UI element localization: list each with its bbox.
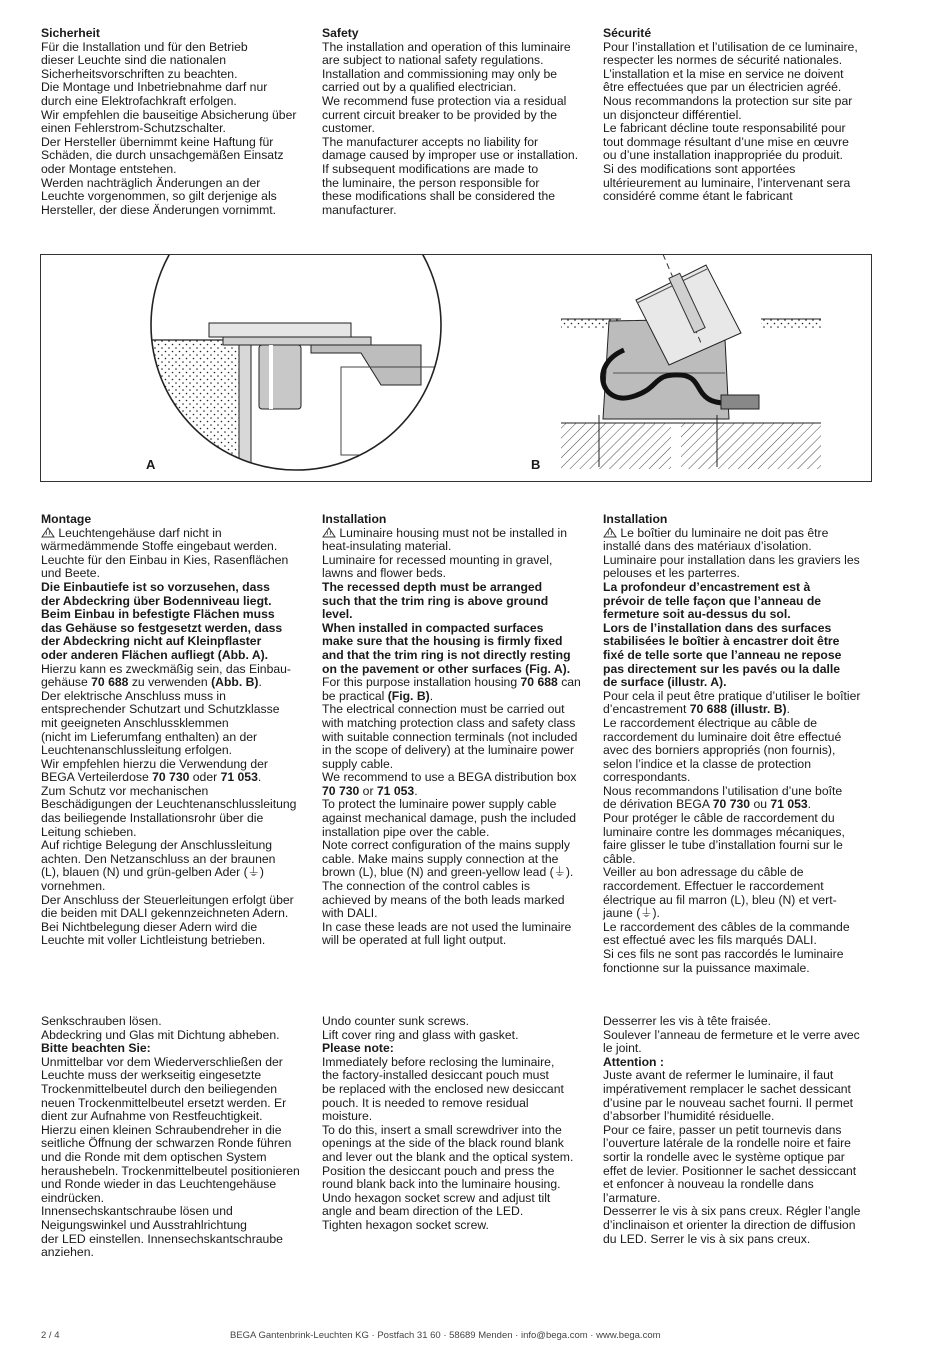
detail-b-drawing: [561, 255, 821, 469]
paragraph: Pour protéger le câble de raccordement du luminaire contre les dommages mécaniques, faire glisser le tube d’installation fourni sur le câble. Veiller au bon adressage du câble de raccordement. Effectuer le raccordement électrique au fil marron (L), bleu (N) et vert- jaune (⏚). Le raccordement des câbles de la commande est effectué avec les fils marqués DALI. Si ces fils ne sont pas raccordés le luminaire fonctionne sur la puissance maximale.: [603, 811, 850, 975]
paragraph: Undo counter sunk screws. Lift cover ring and glass with gasket.: [322, 1014, 519, 1042]
paragraph: The recessed depth must be arranged such that the trim ring is above ground level. When installed in compacted surfaces make sure that the housing is firmly fixed and that the trim ring is not directly resting on the pavement or other surfaces (Fig. A).: [322, 579, 571, 676]
paragraph: Pour cela il peut être pratique d’utiliser le boîtier d’encastrement 70 688 (illustr. B).: [603, 688, 861, 717]
detail-a-drawing: [141, 323, 441, 480]
subheading: Attention :: [603, 1054, 664, 1069]
paragraph: Pour l’installation et l’utilisation de ce luminaire, respecter les normes de sécurité nationales. L’installation et la mise en service ne doivent être effectuées que par un électricien agréé. Nous recommandons la protection sur site par un disjoncteur différentiel. Le fabricant décline toute responsabilité pour tout dommage résultant d’une mise en œuvre ou d’une installation inappropriée du produit. Si des modifications sont apportées ultérieurement au luminaire, l’intervenant sera considéré comme étant le fabricant: [603, 39, 858, 204]
paragraph: The electrical connection must be carried out with matching protection class and safety class with suitable connection terminals (not included in the scope of delivery) at the luminaire power supply cable. We recommend to use a BEGA distribution box 70 730 or 71 053.: [322, 702, 578, 798]
warning-heat-icon: [41, 527, 55, 538]
heading: Installation: [603, 512, 668, 526]
product-code: 70 730: [712, 797, 751, 812]
paragraph: Die Einbautiefe ist so vorzusehen, dass der Abdeckring über Bodenniveau liegt. Beim Einbau in befestigte Flächen muss das Gehäuse so festgesetzt werden, dass der Abdeckring nicht auf Kleinpflaster oder anderen Flächen aufliegt (Abb. A).: [41, 579, 283, 662]
figure-label-a: A: [146, 457, 156, 472]
subheading: Bitte beachten Sie:: [41, 1041, 151, 1056]
installation-en: [322, 513, 592, 948]
paragraph: Le raccordement électrique au câble de raccordement du luminaire doit être effectué avec des borniers appropriés (non fournis), selon l’indice et la classe de protection correspondants. Nous recommandons l’utilisation d’une boîte de dérivation BEGA 70 730 ou 71 053.: [603, 715, 843, 812]
heading: Montage: [41, 512, 92, 526]
heading: Installation: [322, 512, 387, 526]
product-code: 71 053: [220, 770, 258, 785]
product-code: 70 730: [322, 783, 360, 798]
paragraph: Juste avant de refermer le luminaire, il faut impérativement remplacer le sachet dessicant d’usine par le nouveau sachet fourni. Il permet d’absorber l’humidité résiduelle. Pour ce faire, passer un petit tournevis dans l’ouverture latérale de la rondelle noire et faire sortir la rondelle avec le système optique par effet de levier. Positionner le sachet dessiccant et enfoncer à nouveau la rondelle dans l’armature. Desserrer le vis à six pans creux. Régler l’angle d’inclinaison et orienter la direction de diffusion du LED. Serrer le vis à six pans creux.: [603, 1068, 861, 1246]
paragraph: La profondeur d’encastrement est à prévoir de telle façon que l’anneau de fermeture soit au-dessus du sol. Lors de l’installation dans des surfaces stabilisées le boîtier à encastrer doit être fixé de telle sorte que l’anneau ne repose pas directement sur les pavés ou la dalle de surface (illustr. A).: [603, 579, 842, 690]
warning-text: Leuchtengehäuse darf nicht in wärmedämmende Stoffe eingebaut werden. Leuchte für den Einbau in Kies, Rasenflächen und Beete.: [41, 525, 289, 581]
maintenance-de: [41, 1015, 311, 1260]
paragraph: The installation and operation of this luminaire are subject to national safety regulations. Installation and commissioning may only be carried out by a qualified electrician. We recommend fuse protection via a residual current circuit breaker to be provided by the customer. The manufacturer accepts no liability for damage caused by improper use or installation. If subsequent modifications are made to the luminaire, the person responsible for these modifications shall be considered the manufacturer.: [322, 39, 579, 217]
warning-heat-icon: [322, 527, 336, 538]
safety-de: [41, 27, 311, 217]
product-code: 70 730: [152, 770, 190, 785]
text: or: [362, 783, 374, 798]
paragraph: Unmittelbar vor dem Wiederverschließen der Leuchte muss der werkseitig eingesetzte Trockenmittelbeutel durch den beiliegenden neuen Trockenmittelbeutel ersetzt werden. Er dient zur Aufnahme von Restfeuchtigkeit. Hierzu einen kleinen Schraubendreher in die seitliche Öffnung der schwarzen Ronde führen und die Ronde mit dem optischen System heraushebeln. Trockenmittelbeutel positionieren und Ronde wieder in das Leuchtengehäuse eindrücken. Innensechskantschraube lösen und Neigungswinkel und Ausstrahlrichtung der LED einstellen. Innensechskantschraube anziehen.: [41, 1054, 300, 1260]
paragraph: Immediately before reclosing the luminaire, the factory-installed desiccant pouch must be replaced with the enclosed new desiccant pouch. It is needed to remove residual moisture. To do this, insert a small screwdriver into the openings at the side of the black round blank and lever out the blank and the optical system. Position the desiccant pouch and press the round blank back into the luminaire housing. Undo hexagon socket screw and adjust tilt angle and beam direction of the LED. Tighten hexagon socket screw.: [322, 1054, 574, 1232]
text: Hierzu kann es zweckmäßig sein, das Einbau- gehäuse: [41, 661, 291, 690]
warning-text: Luminaire housing must not be installed in heat-insulating material. Luminaire for recessed mounting in gravel, lawns and flower beds.: [322, 525, 568, 581]
heading: Safety: [322, 26, 359, 40]
text: Pour cela il peut être pratique d’utiliser le boîtier d’encastrement: [603, 688, 861, 717]
text: ou: [753, 797, 767, 812]
paragraph: For this purpose installation housing 70 688 can be practical (Fig. B).: [322, 675, 581, 703]
paragraph: [41, 527, 311, 581]
paragraph: Desserrer les vis à tête fraisée. Soulever l’anneau de fermeture et le verre avec le joint.: [603, 1014, 860, 1056]
warning-heat-icon: [603, 527, 617, 538]
heading: Sicherheit: [41, 26, 100, 40]
paragraph: To protect the luminaire power supply cable against mechanical damage, push the included installation pipe over the cable. Note correct configuration of the mains supply cable. Make mains supply connection at the brown (L), blue (N) and green-yellow lead (⏚). The connection of the control cables is achieved by means of the both leads marked with DALI. In case these leads are not used the luminaire will be operated at full light output.: [322, 797, 577, 948]
paragraph: [322, 527, 592, 581]
company-footer: BEGA Gantenbrink-Leuchten KG · Postfach 31 60 · 58689 Menden · info@bega.com · www.bega.com: [230, 1330, 661, 1341]
text: For this purpose installation housing: [322, 675, 518, 690]
product-code: 71 053: [376, 783, 415, 798]
heading: Sécurité: [603, 26, 652, 40]
text: The electrical connection must be carried out with matching protection class and safety class with suitable connection terminals (not included in the scope of delivery) at the luminaire power supply cable. We recommend to use a BEGA distribution box: [322, 702, 578, 785]
subheading: Please note:: [322, 1041, 394, 1056]
installation-drawing: [41, 255, 871, 481]
figure-ref: (Fig. B): [387, 688, 430, 703]
figure-ref: (illustr. B): [730, 702, 787, 717]
paragraph: Der elektrische Anschluss muss in entsprechender Schutzart und Schutzklasse mit geeigneten Anschlussklemmen (nicht im Lieferumfang enthalten) an der Leuchtenanschlussleitung erfolgen. Wir empfehlen hierzu die Verwendung der BEGA Verteilerdose 70 730 oder 71 053.: [41, 688, 280, 785]
figure-label-b: B: [531, 457, 541, 472]
text: Le raccordement électrique au câble de raccordement du luminaire doit être effectué avec des borniers appropriés (non fournis), selon l’indice et la classe de protection correspondants. Nous recommandons l’utilisation d’une boîte de dérivation BEGA: [603, 715, 843, 812]
maintenance-en: [322, 1015, 592, 1233]
text: Der elektrische Anschluss muss in entsprechender Schutzart und Schutzklasse mit geeigneten Anschlussklemmen (nicht im Lieferumfang enthalten) an der Leuchtenanschlussleitung erfolgen. Wir empfehlen hierzu die Verwendung der BEGA Verteilerdose: [41, 688, 280, 785]
paragraph: Zum Schutz vor mechanischen Beschädigungen der Leuchtenanschlussleitung das beiliegende Installationsrohr über die Leitung schieben. Auf richtige Belegung der Anschlussleitung achten. Den Netzanschluss an der braunen (L), blauen (N) und grün-gelben Ader (⏚) vornehmen. Der Anschluss der Steuerleitungen erfolgt über die beiden mit DALI gekennzeichneten Adern. Bei Nichtbelegung dieser Adern wird die Leuchte mit voller Lichtleistung betrieben.: [41, 783, 297, 948]
safety-fr: [603, 27, 873, 204]
paragraph: Hierzu kann es zweckmäßig sein, das Einbau- gehäuse 70 688 zu verwenden (Abb. B).: [41, 661, 291, 690]
product-code: 71 053: [770, 797, 808, 812]
paragraph: Für die Installation und für den Betrieb dieser Leuchte sind die nationalen Sicherheitsvorschriften zu beachten. Die Montage und Inbetriebnahme darf nur durch eine Elektrofachkraft erfolgen. Wir empfehlen die bauseitige Absicherung über einen Fehlerstrom-Schutzschalter. Der Hersteller übernimmt keine Haftung für Schäden, die durch unsachgemäßen Einsatz oder Montage entstehen. Werden nachträglich Änderungen an der Leuchte vorgenommen, so gilt derjenige als Hersteller, der diese Änderungen vornimmt.: [41, 39, 297, 217]
installation-de: [41, 513, 311, 948]
warning-text: Le boîtier du luminaire ne doit pas être installé dans des matériaux d’isolation. Luminaire pour installation dans les graviers les pelouses et les parterres.: [603, 525, 860, 581]
product-code: 70 688: [91, 675, 129, 690]
figure-ref: (Abb. B): [211, 675, 259, 690]
text: oder: [192, 770, 218, 785]
paragraph: [603, 527, 873, 581]
text: can be practical: [322, 675, 581, 703]
text: zu verwenden: [131, 675, 208, 690]
installation-fr: [603, 513, 873, 975]
installation-figure: [40, 254, 872, 482]
product-code: 70 688: [520, 675, 558, 690]
maintenance-fr: [603, 1015, 873, 1246]
product-code: 70 688: [689, 702, 727, 717]
paragraph: Senkschrauben lösen. Abdeckring und Glas mit Dichtung abheben.: [41, 1014, 280, 1042]
page-number: 2 / 4: [41, 1330, 60, 1341]
safety-en: [322, 27, 592, 217]
